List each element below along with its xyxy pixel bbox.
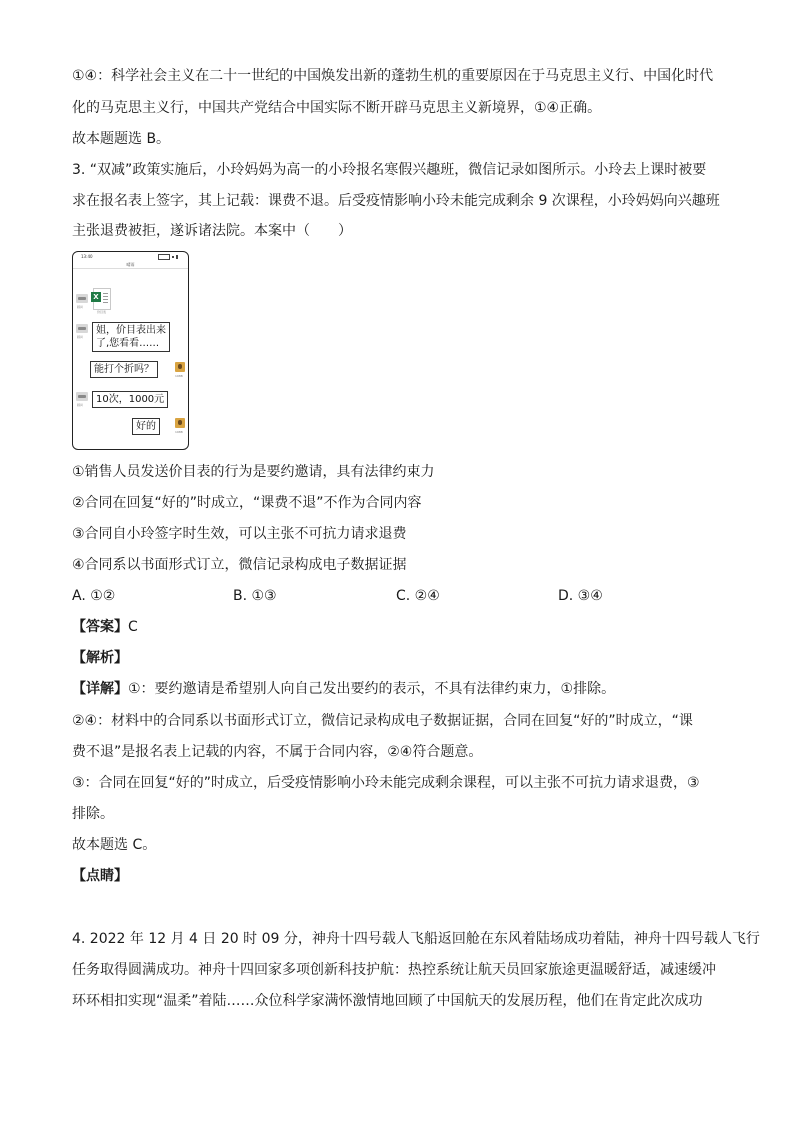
detail-line-3a: ③：合同在回复“好的”时成立，后受疫情影响小玲未能完成剩余课程，可以主张不可抗力请求退费，③ [72, 775, 700, 791]
option-a: A. ①② [72, 588, 116, 604]
q3-conclusion: 故本题选 C。 [72, 837, 157, 853]
answer-value: C [128, 619, 138, 635]
message-bubble-ok: 好的 [132, 418, 160, 435]
statement-1: ①销售人员发送价目表的行为是要约邀请，具有法律约束力 [72, 464, 435, 480]
message-bubble-discount: 能打个折吗？ [90, 361, 158, 378]
sender-name: 顾问 [77, 403, 84, 407]
sender-name: 顾问 [77, 305, 84, 309]
prev-answer-line-1: ①④：科学社会主义在二十一世纪的中国焕发出新的蓬勃生机的重要原因在于马克思主义行、中国化时代 [72, 68, 714, 84]
user-name: 1988 [175, 374, 183, 378]
detail-text-1: ①：要约邀请是希望别人向自己发出要约的表示，不具有法律约束力，①排除。 [128, 681, 616, 697]
prev-answer-conclusion: 故本题题选 B。 [72, 131, 171, 147]
comment-label: 【点睛】 [72, 868, 128, 884]
header-divider [73, 268, 188, 269]
statement-3: ③合同自小玲签字时生效，可以主张不可抗力请求退费 [72, 526, 407, 542]
detail-line-2b: 费不退”是报名表上记载的内容，不属于合同内容，②④符合题意。 [72, 744, 483, 760]
q4-line-2: 任务取得圆满成功。神舟十四回家多项创新科技护航：热控系统让航天员回家旅途更温暖舒适，减速缓冲 [72, 962, 716, 978]
message-text: 姐，价目表出来 [96, 325, 166, 336]
sender-avatar-icon [76, 294, 88, 303]
phone-status-bar [73, 252, 188, 261]
user-avatar-icon [175, 362, 185, 372]
detail-label: 【详解】 [72, 681, 128, 697]
status-time: 13:40 [81, 254, 93, 259]
statement-4: ④合同系以书面形式订立，微信记录构成电子数据证据 [72, 557, 407, 573]
option-c: C. ②④ [396, 588, 440, 604]
prev-answer-line-2: 化的马克思主义行，中国共产党结合中国实际不断开辟马克思主义新境界，①④正确。 [72, 100, 602, 116]
option-d: D. ③④ [558, 588, 603, 604]
battery-icon [158, 254, 180, 259]
option-b: B. ①③ [233, 588, 277, 604]
sender-name: 顾问 [77, 335, 84, 339]
sender-avatar-icon [76, 324, 88, 333]
q4-line-1: 4. 2022 年 12 月 4 日 20 时 09 分，神舟十四号载人飞船返回舱在东风着陆场成功着陆，神舟十四号载人飞行 [72, 931, 760, 947]
wechat-screenshot-figure [72, 251, 189, 450]
analysis-label: 【解析】 [72, 650, 128, 666]
message-bubble-price: 10次，1000元 [92, 391, 168, 408]
detail-line-3b: 排除。 [72, 806, 114, 822]
q3-stem-line-3: 主张退费被拒，遂诉诸法院。本案中（ ） [72, 223, 352, 239]
excel-file-icon: X [93, 288, 111, 310]
sender-avatar-icon [76, 392, 88, 401]
q3-stem-line-1: 3. “双减”政策实施后，小玲妈妈为高一的小玲报名寒假兴趣班，微信记录如图所示。小玲去上课时被要 [72, 162, 707, 178]
detail-line-2a: ②④：材料中的合同系以书面形式订立，微信记录构成电子数据证据，合同在回复“好的”时成立，“课 [72, 713, 693, 729]
message-text: 了,您看看…… [96, 338, 160, 349]
detail-line-1 [72, 679, 615, 699]
user-name: 1988 [175, 430, 183, 434]
statement-2: ②合同在回复“好的”时成立，“课费不退”不作为合同内容 [72, 495, 422, 511]
answer-label: 【答案】 [72, 619, 128, 635]
chat-title: 晴雨 [126, 262, 135, 267]
message-bubble-price-list [92, 322, 170, 352]
q3-stem-line-2: 求在报名表上签字，其上记载：课费不退。后受疫情影响小玲未能完成剩余 9 次课程，小玲妈妈向兴趣班 [72, 193, 720, 209]
user-avatar-icon [175, 418, 185, 428]
file-name: 价目表 [97, 310, 107, 314]
q4-line-3: 环环相扣实现“温柔”着陆……众位科学家满怀激情地回顾了中国航天的发展历程，他们在肯定此次成功 [72, 993, 703, 1009]
answer-line [72, 617, 138, 637]
